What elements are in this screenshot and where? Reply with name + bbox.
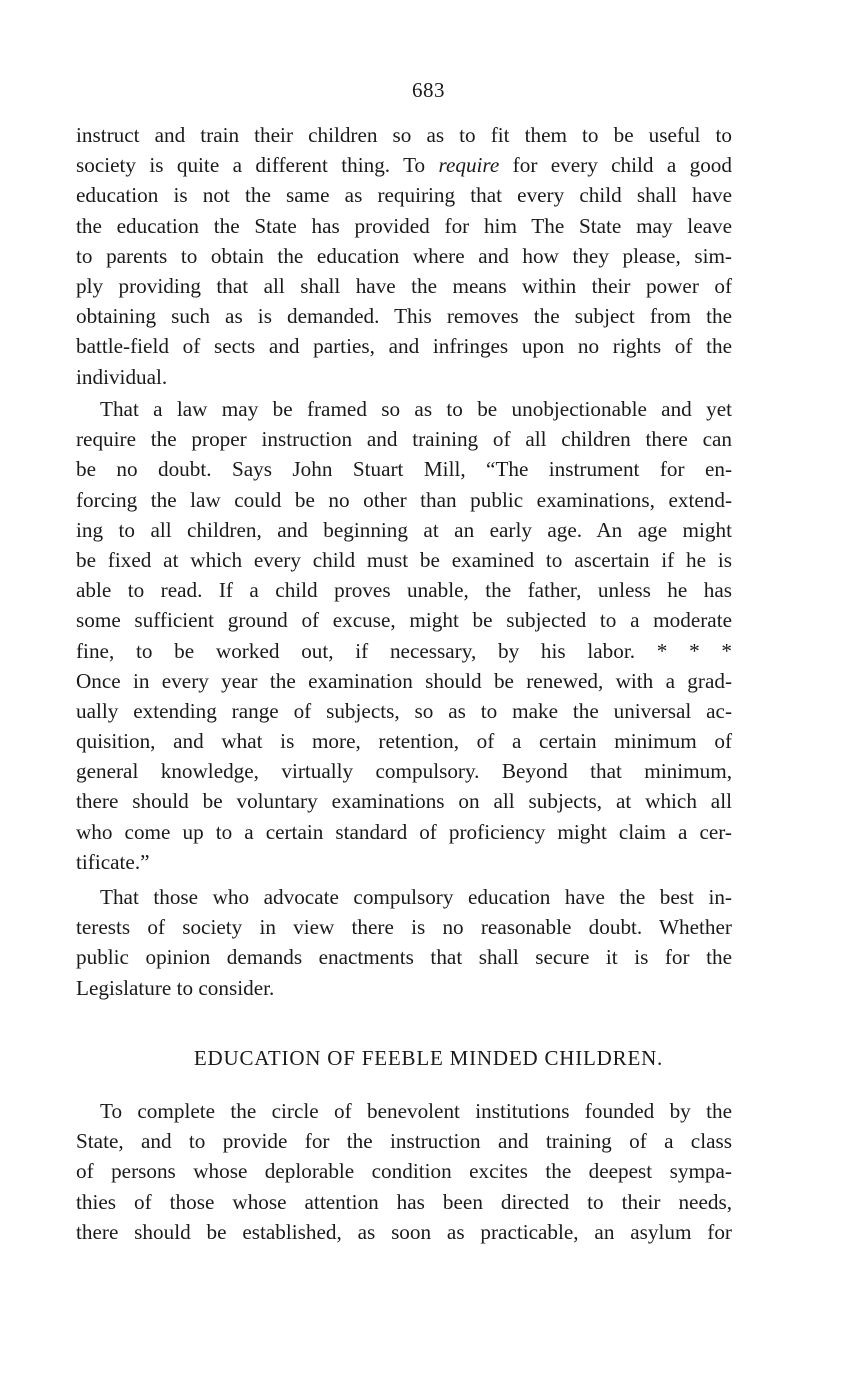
text-line: obtaining such as is demanded. This removes the subject from the [76, 304, 732, 329]
text-line: quisition, and what is more, retention, of a certain minimum of [76, 729, 732, 754]
emphasized-word: require [438, 153, 500, 178]
text-line: Once in every year the examination should be renewed, with a grad- [76, 668, 732, 693]
text-line: there should be established, as soon as practicable, an asylum for [76, 1219, 732, 1244]
text-line: tificate.” [76, 849, 150, 874]
text-line: there should be voluntary examinations on all subjects, at which all [76, 789, 732, 814]
text-line: Legislature to consider. [76, 975, 275, 1000]
text-line: require the proper instruction and training of all children there can [76, 427, 732, 452]
text-line: be no doubt. Says John Stuart Mill, “The instrument for en- [76, 457, 732, 482]
text-line: ually extending range of subjects, so as to make the universal ac- [76, 698, 732, 723]
text-line: some sufficient ground of excuse, might be subjected to a moderate [76, 608, 732, 633]
page-number: 683 [412, 78, 445, 102]
section-heading: EDUCATION OF FEEBLE MINDED CHILDREN. [193, 1046, 664, 1070]
text-line: be fixed at which every child must be examined to ascertain if he is [76, 547, 732, 572]
text-line: individual. [76, 364, 168, 389]
text-line: battle-field of sects and parties, and infringes upon no rights of the [76, 334, 732, 359]
text-line: general knowledge, virtually compulsory. Beyond that minimum, [76, 759, 732, 784]
paragraph-public-opinion [76, 882, 732, 1003]
paragraph-feeble-minded-asylum [76, 1096, 732, 1247]
text-line: the education the State has provided for him The State may leave [76, 213, 732, 238]
text-line: State, and to provide for the instruction and training of a class [76, 1129, 732, 1154]
text-line: terests of society in view there is no reasonable doubt. Whether [76, 915, 732, 940]
text-line: That those who advocate compulsory education have the best in- [100, 885, 732, 909]
text-line: public opinion demands enactments that shall secure it is for the [76, 945, 732, 970]
text-line: education is not the same as requiring that every child shall have [76, 183, 732, 208]
text-line-with-emphasis: society is quite a different thing. To require for every child a good [76, 153, 732, 178]
text-line: forcing the law could be no other than public examinations, extend- [76, 487, 732, 512]
text-line: who come up to a certain standard of proficiency might claim a cer- [76, 819, 732, 844]
text-line: ply providing that all shall have the means within their power of [76, 273, 732, 298]
text-line: To complete the circle of benevolent institutions founded by the [100, 1099, 732, 1123]
paragraph-mill-quotation [76, 394, 732, 877]
text-line: to parents to obtain the education where and how they please, sim- [76, 243, 732, 268]
text-line: ing to all children, and beginning at an early age. An age might [76, 517, 732, 542]
text-line: That a law may be framed so as to be unobjectionable and yet [100, 397, 732, 421]
text-line: instruct and train their children so as to fit them to be useful to [76, 123, 732, 147]
text-line: able to read. If a child proves unable, the father, unless he has [76, 578, 732, 603]
text-line: of persons whose deplorable condition excites the deepest sympa- [76, 1159, 732, 1184]
paragraph-compulsory-education-end [76, 120, 732, 392]
text-line: fine, to be worked out, if necessary, by his labor. * * * [76, 638, 732, 663]
text-line: thies of those whose attention has been directed to their needs, [76, 1189, 732, 1214]
